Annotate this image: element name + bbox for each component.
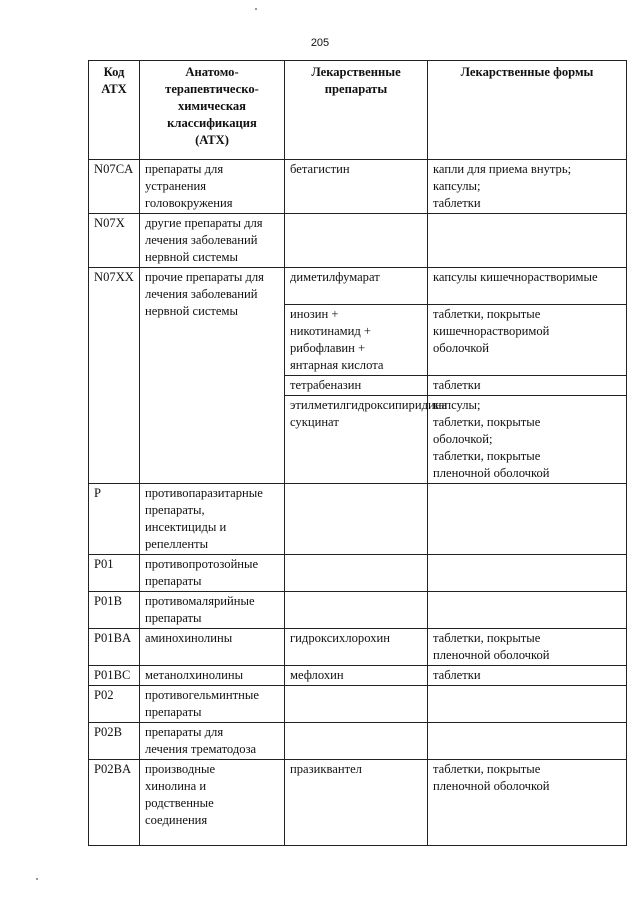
- dosage-form-cell: [428, 214, 627, 268]
- table-row: [89, 160, 627, 214]
- dosage-form-cell: капли для приема внутрь; капсулы; таблетки: [428, 160, 627, 214]
- header-drugs: Лекарственные препараты: [285, 61, 428, 160]
- dosage-form-cell: таблетки, покрытые кишечнорастворимой оболочкой: [428, 305, 627, 376]
- drug-name-cell: [285, 484, 428, 555]
- drug-name-cell: [285, 555, 428, 592]
- drug-name-cell: [285, 723, 428, 760]
- table-body: [89, 160, 627, 846]
- atx-classification-cell: прочие препараты для лечения заболеваний нервной системы: [140, 268, 285, 484]
- atx-code-cell: N07X: [89, 214, 140, 268]
- table-row: [89, 484, 627, 555]
- atx-code-cell: N07CA: [89, 160, 140, 214]
- header-forms: Лекарственные формы: [428, 61, 627, 160]
- dosage-form-cell: [428, 592, 627, 629]
- atx-classification-cell: противомалярийные препараты: [140, 592, 285, 629]
- atx-code-cell: P01B: [89, 592, 140, 629]
- table-header: [89, 61, 627, 160]
- table-row: [89, 686, 627, 723]
- atx-classification-cell: препараты для устранения головокружения: [140, 160, 285, 214]
- drug-name-cell: [285, 592, 428, 629]
- drug-name-cell: бетагистин: [285, 160, 428, 214]
- dosage-form-cell: капсулы кишечнорастворимые: [428, 268, 627, 305]
- header-code: Код АТХ: [89, 61, 140, 160]
- dosage-form-cell: капсулы; таблетки, покрытые оболочкой; таблетки, покрытые пленочной оболочкой: [428, 396, 627, 484]
- atx-classification-cell: метанолхинолины: [140, 666, 285, 686]
- atx-classification-cell: другие препараты для лечения заболеваний нервной системы: [140, 214, 285, 268]
- drug-name-cell: празиквантел: [285, 760, 428, 846]
- dosage-form-cell: [428, 723, 627, 760]
- atx-code-cell: N07XX: [89, 268, 140, 484]
- atx-classification-cell: противопаразитарные препараты, инсектициды и репелленты: [140, 484, 285, 555]
- drug-name-cell: инозин + никотинамид + рибофлавин + янтарная кислота: [285, 305, 428, 376]
- atx-classification-cell: аминохинолины: [140, 629, 285, 666]
- table-row: [89, 629, 627, 666]
- atx-code-cell: P02B: [89, 723, 140, 760]
- table-row: [89, 268, 627, 305]
- dosage-form-cell: [428, 555, 627, 592]
- drug-name-cell: гидроксихлорохин: [285, 629, 428, 666]
- drug-name-cell: [285, 214, 428, 268]
- atx-code-cell: P01BA: [89, 629, 140, 666]
- dosage-form-cell: таблетки: [428, 666, 627, 686]
- dosage-form-cell: [428, 484, 627, 555]
- atx-classification-cell: препараты для лечения трематодоза: [140, 723, 285, 760]
- atx-classification-cell: противопротозойные препараты: [140, 555, 285, 592]
- table-row: [89, 592, 627, 629]
- atx-code-cell: P01BC: [89, 666, 140, 686]
- table-row: [89, 214, 627, 268]
- atx-code-cell: P02: [89, 686, 140, 723]
- atx-code-cell: P02BA: [89, 760, 140, 846]
- page-number: 205: [310, 37, 330, 49]
- drug-name-cell: мефлохин: [285, 666, 428, 686]
- drug-name-cell: [285, 686, 428, 723]
- atx-table: [88, 60, 627, 846]
- dosage-form-cell: таблетки, покрытые пленочной оболочкой: [428, 629, 627, 666]
- table-row: [89, 723, 627, 760]
- atx-code-cell: P01: [89, 555, 140, 592]
- drug-name-cell: этилметилгидроксипиридина сукцинат: [285, 396, 428, 484]
- dosage-form-cell: [428, 686, 627, 723]
- dosage-form-cell: таблетки: [428, 376, 627, 396]
- header-classification: Анатомо- терапевтическо- химическая классификация (АТХ): [140, 61, 285, 160]
- dosage-form-cell: таблетки, покрытые пленочной оболочкой: [428, 760, 627, 846]
- atx-code-cell: P: [89, 484, 140, 555]
- table-row: [89, 555, 627, 592]
- drug-name-cell: тетрабеназин: [285, 376, 428, 396]
- scan-speck: [36, 878, 38, 880]
- table-row: [89, 666, 627, 686]
- drug-name-cell: диметилфумарат: [285, 268, 428, 305]
- atx-classification-cell: производные хинолина и родственные соединения: [140, 760, 285, 846]
- table-row: [89, 760, 627, 846]
- atx-classification-cell: противогельминтные препараты: [140, 686, 285, 723]
- scan-speck: [255, 8, 257, 10]
